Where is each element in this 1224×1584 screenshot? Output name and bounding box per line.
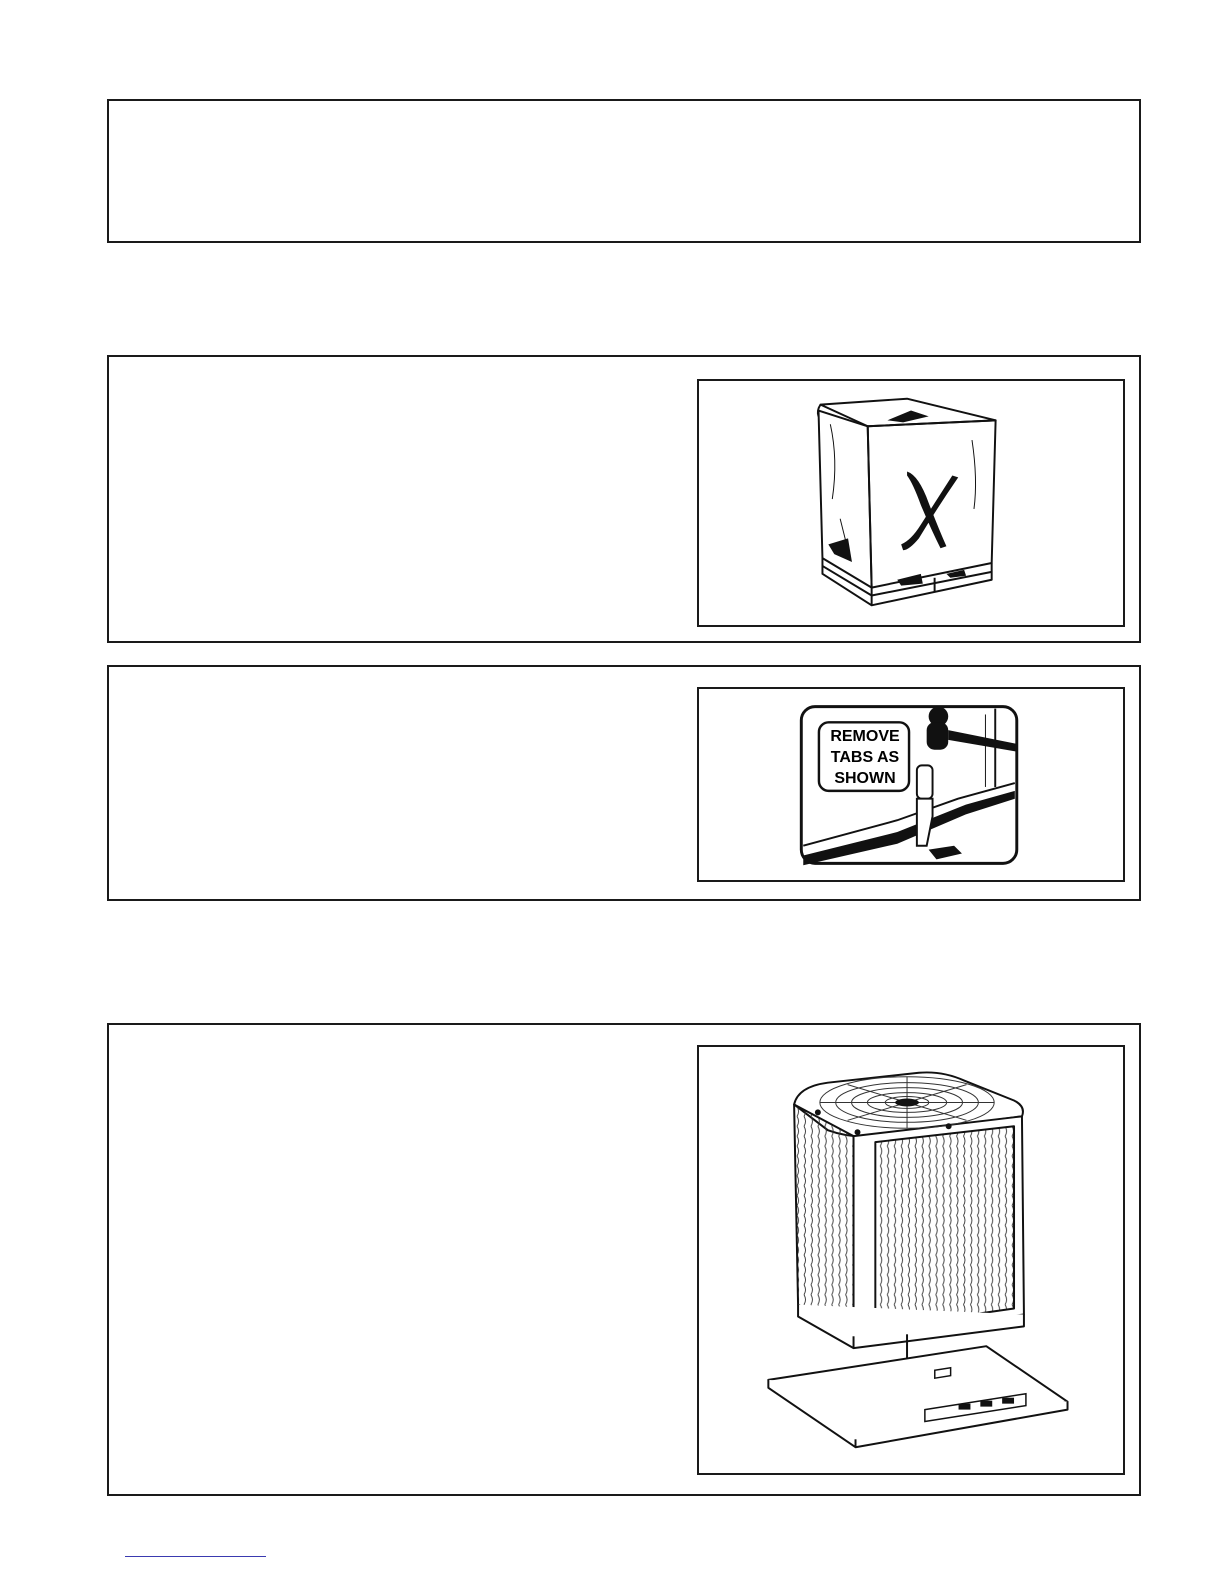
footer-rule (125, 1556, 266, 1557)
hammer-and-chisel-icon (699, 689, 1123, 880)
tabs-callout-text (819, 726, 911, 789)
callout-line-1: REMOVE (830, 728, 900, 745)
condenser-unit-and-pad-icon (699, 1047, 1123, 1473)
unit-on-pad-figure (697, 1045, 1125, 1475)
top-notice-box (107, 99, 1141, 243)
packaged-unit-figure (697, 379, 1125, 627)
callout-line-3: SHOWN (834, 770, 896, 787)
tab-removal-section (107, 665, 1141, 901)
callout-line-2: TABS AS (830, 749, 900, 766)
unpacking-section (107, 355, 1141, 643)
boxed-unit-on-pallet-icon (699, 381, 1123, 625)
tab-removal-figure (697, 687, 1125, 882)
placement-section (107, 1023, 1141, 1496)
